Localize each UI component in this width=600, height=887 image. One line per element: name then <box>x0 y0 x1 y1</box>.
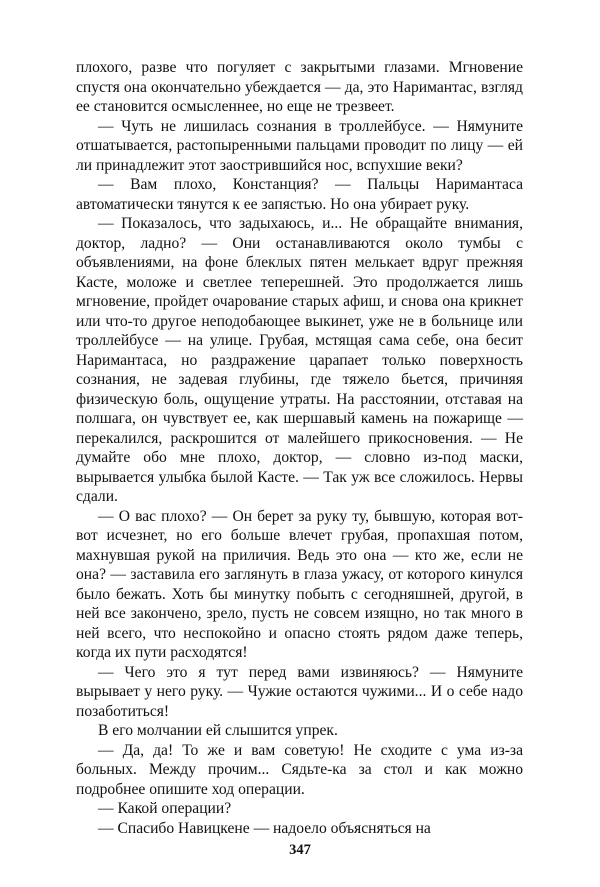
paragraph-3: — Вам плохо, Констанция? — Пальцы Наримантаса автоматически тянутся к ее запястью. Но она убирает руку. <box>76 176 523 213</box>
paragraph-2: — Чуть не лишилась сознания в троллейбусе. — Нямуните отшатывается, растопыренными пальцами проводит по лицу — ей ли принадлежит этот заострившийся нос, вспухшие веки? <box>76 117 523 174</box>
paragraph-10: — Спасибо Навицкене — надоело объясняться на <box>98 819 431 837</box>
paragraph-4: — Показалось, что задыхаюсь, и... Не обращайте внимания, доктор, ладно? — Они останавливаются около тумбы с объявлениями, на фоне блеклых пятен мелькает вдруг прежняя Касте, моложе и светлее теперешней. Это продолжается лишь мгновение, пройдет очарование старых афиш, и снова она крикнет или что-то другое неподобающее выкинет, уже не в больнице или троллейбусе — на улице. Грубая, мстящая сама себе, она бесит Наримантаса, но раздражение царапает только поверхность сознания, не задевая глубины, где тяжело бьется, причиняя физическую боль, ощущение утраты. На расстоянии, отставая на полшага, он чувствует ее, как шершавый камень на пожарище — перекалился, раскрошится от малейшего прикосновения. — Не думайте обо мне плохо, доктор, — словно из-под маски, вырывается улыбка былой Касте. — Так уж все сложилось. Нервы сдали. <box>76 215 523 505</box>
paragraph-5: — О вас плохо? — Он берет за руку ту, бывшую, которая вот-вот исчезнет, но его больше влечет грубая, пропахшая потом, махнувшая рукой на приличия. Ведь это она — кто же, если не она? — заставила его заглянуть в глаза ужасу, от которого кинулся было бежать. Хоть бы минутку побыть с сегодняшней, другой, в ней все закончено, зрело, пусть не совсем изящно, но так много в ней всего, что неспокойно и опасно стоять рядом даже теперь, когда их пути расходятся! <box>76 507 523 661</box>
paragraph-1: плохого, разве что погуляет с закрытыми глазами. Мгновение спустя она окончательно убеждается — да, это Наримантас, взгляд ее становится осмысленнее, но еще не трезвеет. <box>76 59 523 115</box>
paragraph-8: — Да, да! То же и вам советую! Не сходите с ума из-за больных. Между прочим... Сядьте-ка за стол и как можно подробнее опишите ход операции. <box>76 741 523 798</box>
paragraph-7: В его молчании ей слышится упрек. <box>98 722 338 739</box>
paragraph-9: — Какой операции? <box>98 800 232 817</box>
page-text <box>76 58 523 838</box>
paragraph-6: — Чего это я тут перед вами извиняюсь? — Нямуните вырывает у него руку. — Чужие остаются чужими... И о себе надо позаботиться! <box>76 663 523 720</box>
page-number: 347 <box>289 842 311 858</box>
